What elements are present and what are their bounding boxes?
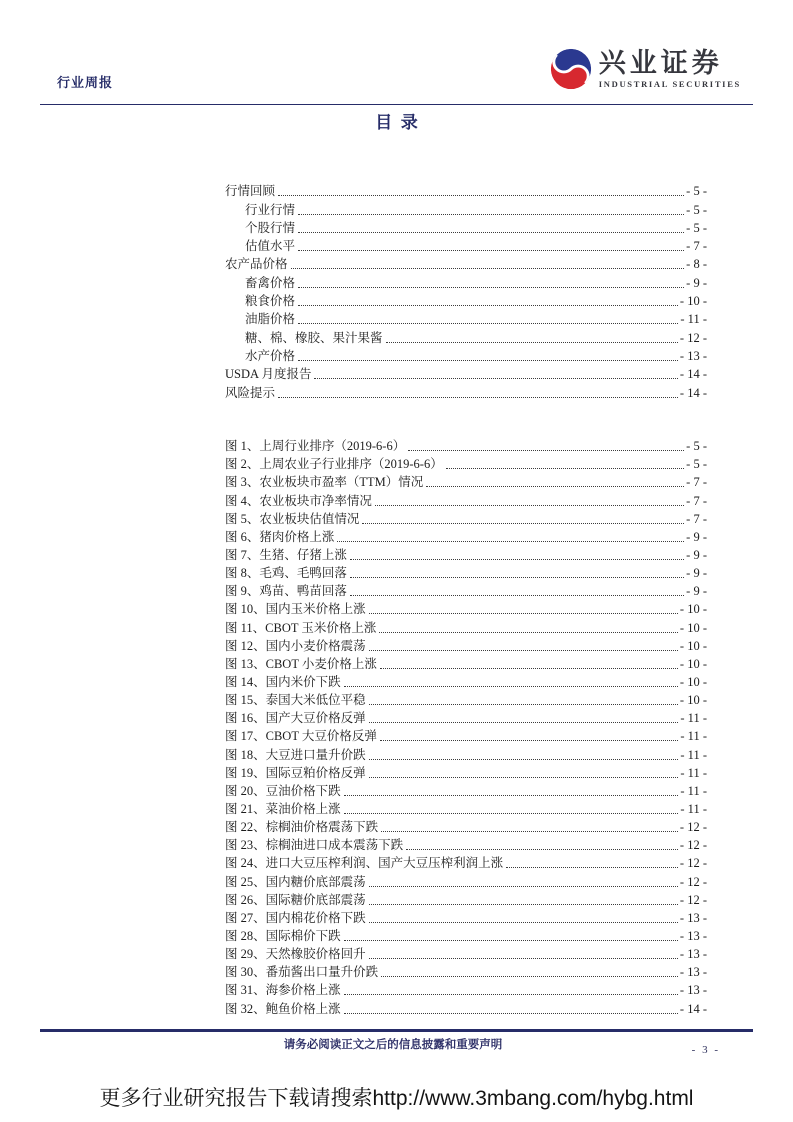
toc-entry-page: - 9 - [686,275,707,290]
figure-entry-label: 图 28、国际棉价下跌 [225,928,341,943]
figure-entry-page: - 5 - [686,439,707,454]
brand-name-cn: 兴业证券 [598,48,723,78]
figure-entry-page: - 13 - [679,947,707,962]
toc-entry-page: - 13 - [679,348,707,363]
figure-entry-page: - 9 - [686,566,707,581]
dotted-leader [362,523,684,524]
figure-entry-label: 图 8、毛鸡、毛鸭回落 [225,566,347,581]
dotted-leader [291,268,685,269]
toc-entry-page: - 14 - [679,367,707,382]
figure-entry [225,582,707,600]
toc-entry-page: - 5 - [686,202,707,217]
figure-entry-label: 图 7、生猪、仔猪上涨 [225,547,347,562]
figure-entry-page: - 12 - [679,838,707,853]
watermark-text: 更多行业研究报告下载请搜索http://www.3mbang.com/hybg.html [99,1087,694,1110]
figure-entry-label: 图 14、国内米价下跌 [225,674,341,689]
dotted-leader [369,958,678,959]
figure-entry [225,673,707,691]
figure-entry [225,528,707,546]
dotted-leader [369,613,678,614]
dotted-leader [298,305,678,306]
figure-entry [225,546,707,564]
figure-entry [225,655,707,673]
dotted-leader [344,1013,678,1014]
dotted-leader [344,795,679,796]
figure-entry-label: 图 15、泰国大米低位平稳 [225,693,366,708]
figure-entry-page: - 5 - [686,457,707,472]
brand-text [599,49,741,89]
figure-entry-page: - 13 - [679,928,707,943]
figure-entry-page: - 10 - [679,638,707,653]
figure-entry [225,854,707,872]
figure-entry [225,836,707,854]
dotted-leader [446,468,684,469]
toc-entry-page: - 7 - [686,239,707,254]
figure-entry [225,727,707,745]
toc-entry-label: 水产价格 [245,348,296,363]
figure-entry-label: 图 21、菜油价格上涨 [225,801,341,816]
dotted-leader [369,650,678,651]
figure-entry-page: - 11 - [680,711,707,726]
toc-entry-page: - 14 - [679,385,707,400]
figure-entry [225,745,707,763]
toc-entry-page: - 8 - [686,257,707,272]
dotted-leader [344,813,679,814]
dotted-leader [350,559,684,560]
figure-entry [225,709,707,727]
figure-entry-label: 图 10、国内玉米价格上涨 [225,602,366,617]
dotted-leader [369,759,679,760]
figure-entry-label: 图 11、CBOT 玉米价格上涨 [225,620,377,635]
toc-entry [225,328,707,346]
figure-entry-page: - 7 - [686,475,707,490]
dotted-leader [298,287,684,288]
dotted-leader [350,577,684,578]
brand-name-en: INDUSTRIAL SECURITIES [598,79,741,89]
figure-entry-label: 图 3、农业板块市盈率（TTM）情况 [225,475,424,490]
figure-entry [225,473,707,491]
figure-entry-page: - 10 - [679,656,707,671]
figure-entry-label: 图 19、国际豆粕价格反弹 [225,765,366,780]
dotted-leader [344,686,678,687]
brand-swirl-icon [550,48,592,90]
toc-entry-page: - 12 - [679,330,707,345]
figure-list-section [225,437,707,1018]
toc-entry [225,347,707,365]
toc-entry-label: 估值水平 [245,239,296,254]
dotted-leader [337,541,684,542]
figure-entry-page: - 11 - [680,765,707,780]
figure-entry-page: - 7 - [686,493,707,508]
dotted-leader [380,740,679,741]
figure-entry [225,963,707,981]
figure-entry-page: - 9 - [686,584,707,599]
toc-entry [225,182,707,200]
figure-entry-label: 图 4、农业板块市净率情况 [225,493,372,508]
toc-entry-label: 行情回顾 [225,184,276,199]
dotted-leader [369,704,678,705]
dotted-leader [506,867,678,868]
figure-entry-page: - 12 - [679,892,707,907]
toc-entry [225,365,707,383]
dotted-leader [278,195,684,196]
figure-entry-label: 图 13、CBOT 小麦价格上涨 [225,656,377,671]
figure-entry-label: 图 1、上周行业排序（2019-6-6） [225,439,406,454]
figure-entry-page: - 7 - [686,511,707,526]
report-type-label: 行业周报 [57,75,114,90]
figure-entry [225,618,707,636]
disclaimer-text: 请务必阅读正文之后的信息披露和重要声明 [283,1039,503,1051]
toc-entry-page: - 10 - [679,294,707,309]
figure-entry-label: 图 22、棕榈油价格震荡下跌 [225,820,379,835]
toc-entry-label: 糖、棉、橡胶、果汁果酱 [245,330,383,345]
toc-entry [225,219,707,237]
dotted-leader [298,360,678,361]
figure-entry [225,510,707,528]
figure-entry-page: - 9 - [686,529,707,544]
figure-entry-page: - 13 - [679,983,707,998]
figure-entry [225,891,707,909]
header-divider [40,104,753,105]
figure-entry-page: - 11 - [680,801,707,816]
figure-entry-label: 图 32、鲍鱼价格上涨 [225,1001,341,1016]
toc-entry [225,255,707,273]
toc-entry-page: - 11 - [680,312,707,327]
figure-entry-page: - 10 - [679,602,707,617]
dotted-leader [344,940,678,941]
toc-section [225,182,707,402]
figure-entry [225,691,707,709]
toc-entry [225,292,707,310]
toc-entry-page: - 5 - [686,184,707,199]
figure-entry [225,800,707,818]
dotted-leader [375,505,684,506]
dotted-leader [298,232,684,233]
toc-entry-label: USDA 月度报告 [225,367,312,382]
dotted-leader [408,450,684,451]
brand-logo [550,48,741,90]
figure-entry-label: 图 23、棕榈油进口成本震荡下跌 [225,838,404,853]
figure-entry-page: - 10 - [679,693,707,708]
dotted-leader [344,994,678,995]
dotted-leader [369,886,678,887]
dotted-leader [350,595,684,596]
figure-entry-label: 图 20、豆油价格下跌 [225,783,341,798]
figure-entry-page: - 12 - [679,820,707,835]
figure-entry-label: 图 26、国际糖价底部震荡 [225,892,366,907]
footer-divider [40,1029,753,1032]
figure-entry-label: 图 16、国产大豆价格反弹 [225,711,366,726]
toc-entry [225,237,707,255]
figure-entry-page: - 10 - [679,674,707,689]
figure-entry [225,909,707,927]
toc-entry [225,200,707,218]
dotted-leader [426,486,684,487]
figure-entry-label: 图 12、国内小麦价格震荡 [225,638,366,653]
toc-entry [225,383,707,401]
figure-entry-label: 图 25、国内糖价底部震荡 [225,874,366,889]
dotted-leader [406,849,678,850]
dotted-leader [298,323,678,324]
dotted-leader [314,378,677,379]
figure-entry-page: - 11 - [680,747,707,762]
page-number: - 3 - [691,1044,720,1056]
figure-entry [225,437,707,455]
page-title: 目 录 [375,113,418,132]
figure-entry-label: 图 9、鸡苗、鸭苗回落 [225,584,347,599]
figure-entry [225,564,707,582]
dotted-leader [380,668,678,669]
dotted-leader [369,777,679,778]
figure-entry-label: 图 5、农业板块估值情况 [225,511,360,526]
figure-entry-label: 图 18、大豆进口量升价跌 [225,747,366,762]
figure-entry-label: 图 17、CBOT 大豆价格反弹 [225,729,377,744]
figure-entry [225,927,707,945]
dotted-leader [369,922,678,923]
figure-entry-page: - 11 - [680,729,707,744]
figure-entry [225,455,707,473]
figure-entry [225,764,707,782]
figure-entry-label: 图 27、国内棉花价格下跌 [225,910,366,925]
figure-entry [225,491,707,509]
dotted-leader [369,904,678,905]
figure-entry [225,782,707,800]
figure-entry-page: - 13 - [679,965,707,980]
toc-entry-label: 畜禽价格 [245,275,296,290]
figure-entry [225,872,707,890]
figure-entry-label: 图 29、天然橡胶价格回升 [225,947,366,962]
figure-entry-label: 图 6、猪肉价格上涨 [225,529,335,544]
dotted-leader [298,214,684,215]
figure-entry-label: 图 2、上周农业子行业排序（2019-6-6） [225,457,443,472]
figure-entry-label: 图 30、番茄酱出口量升价跌 [225,965,379,980]
figure-entry [225,637,707,655]
figure-entry [225,818,707,836]
figure-entry-page: - 9 - [686,547,707,562]
toc-entry-label: 个股行情 [245,220,296,235]
dotted-leader [386,342,678,343]
toc-entry-page: - 5 - [686,220,707,235]
figure-entry-page: - 12 - [679,874,707,889]
toc-entry [225,310,707,328]
toc-entry-label: 行业行情 [245,202,296,217]
figure-entry [225,600,707,618]
toc-entry-label: 风险提示 [225,385,276,400]
figure-entry-page: - 10 - [679,620,707,635]
dotted-leader [381,976,678,977]
toc-entry [225,273,707,291]
toc-entry-label: 农产品价格 [225,257,288,272]
dotted-leader [278,397,678,398]
figure-entry-label: 图 31、海参价格上涨 [225,983,341,998]
figure-entry-page: - 14 - [679,1001,707,1016]
toc-entry-label: 油脂价格 [245,312,296,327]
toc-entry-label: 粮食价格 [245,294,296,309]
dotted-leader [369,722,679,723]
figure-entry [225,999,707,1017]
dotted-leader [379,632,678,633]
figure-entry-page: - 13 - [679,910,707,925]
figure-entry [225,945,707,963]
dotted-leader [298,250,684,251]
figure-entry-label: 图 24、进口大豆压榨利润、国产大豆压榨利润上涨 [225,856,504,871]
figure-entry [225,981,707,999]
dotted-leader [381,831,678,832]
figure-entry-page: - 11 - [680,783,707,798]
figure-entry-page: - 12 - [679,856,707,871]
